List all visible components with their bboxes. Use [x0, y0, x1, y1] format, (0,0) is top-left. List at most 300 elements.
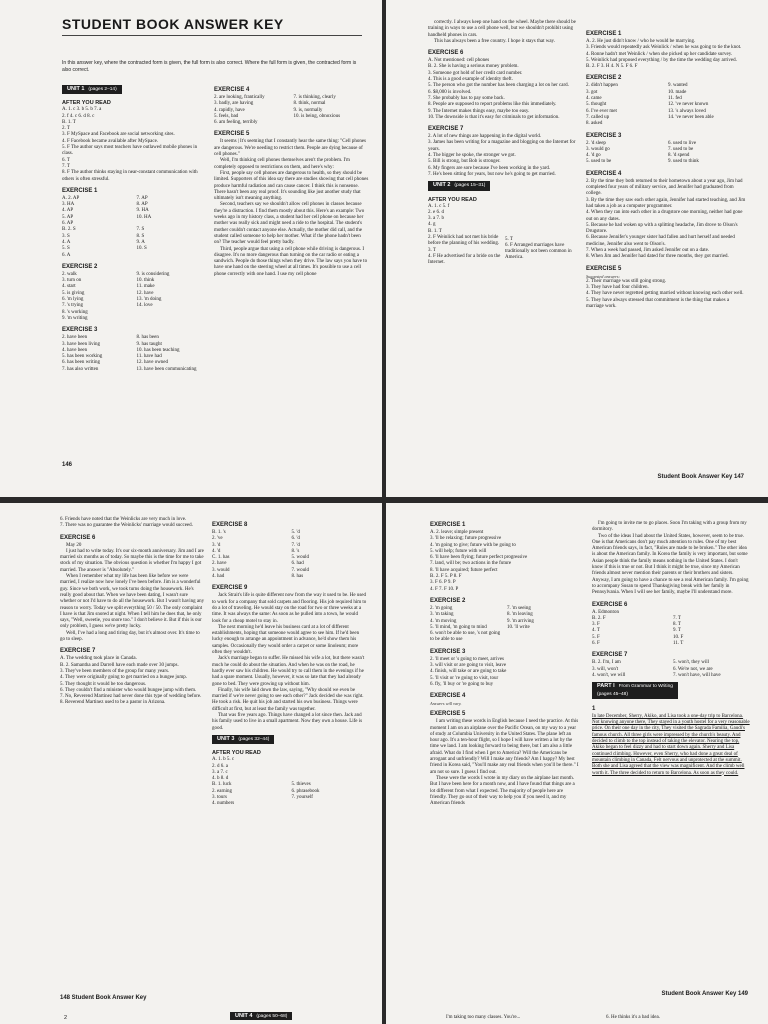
heading-exercise-1: EXERCISE 1 — [62, 187, 98, 194]
column-right — [214, 82, 369, 278]
paragraph: Jack Strait's life is quite different now from the way it used to be. He used to work for a company that sold carpets and flooring. His job required him to do a lot of traveling. He would stay on the road for two or three weeks at a time. It was always the same: As soon as he pulled into a town, he would look for a cheap motel to stay in. — [212, 593, 367, 624]
answer-line: A. 1. c 5. f — [428, 203, 450, 209]
paragraph: I am writing these words in English because I need the practice. At this moment I am on an airplane over the Pacific Ocean, on my way to a year of study at Columbia University in the United States. The plane left an hour ago. It's a ten-hour flight, so I hope I will have written a lot by the time we land. I am looking forward to being there, but I am also a little afraid. What do I find when I get to America? Will the Americans be arrogant and unfriendly? Will I make any friends? Am I happy? My best friend in Korea said, "You'll make any real friends when you'll be there." I am not so sure. I guess I find out. — [430, 719, 579, 775]
answer-line: 9. has taught — [136, 341, 162, 347]
answer-line: 5. They have always stressed that commitment is the thing that makes a marriage work. — [586, 297, 730, 309]
paragraph: May 20 — [66, 542, 82, 548]
answer-line: 11. have had — [136, 354, 162, 360]
answer-line: 2. have — [212, 561, 227, 567]
answer-line: 4. numbers — [212, 801, 235, 807]
intro-note: In this answer key, where the contracted form is given, the full form is also correct. Where the full form is given, the contracted form is also correct. — [62, 60, 357, 73]
after-you-read-answers — [212, 757, 367, 807]
answer-line: C. 1. has — [212, 555, 230, 561]
exercise-2-answers — [62, 272, 207, 322]
paragraph: I just had to write today. It's our six-month anniversary. Jim and I are married six months as of today. So maybe this is the time for me to take stock of my situation. The obvious question is whether I'm happy I got married. The answer is "Absolutely." — [60, 548, 204, 573]
answer-line: 6. F — [592, 641, 600, 647]
answer-line: A. 1. b 5. c — [212, 757, 235, 763]
answer-line: 6. AP — [62, 221, 74, 227]
exercise-5-continued — [60, 517, 205, 530]
answer-line: 8. 'd spend — [668, 153, 690, 159]
answer-line: 5. thought — [586, 102, 607, 108]
exercise-8-answers — [212, 530, 367, 580]
exercise-3-answers — [62, 335, 207, 373]
heading-exercise-6: EXERCISE 6 — [592, 601, 628, 608]
answer-line: 8. asked — [586, 121, 603, 127]
answer-line: 10. think — [136, 278, 155, 284]
answer-line: 8. People are supposed to report problems like this immediately. — [428, 102, 557, 108]
answer-line: 7. 'm seeing — [507, 605, 531, 611]
answer-line: 8. T — [673, 622, 681, 628]
column-right — [592, 521, 750, 777]
answer-line: 4. T — [592, 628, 600, 634]
answer-line: A. 2. leave; simple present — [430, 530, 484, 535]
paragraph: Jack's marriage began to suffer. He missed his wife a lot, but there wasn't much he could do about the situation. And when he was on the road, he hardly ever saw his children. He would try to call them in the evenings if he had a spare moment. Usually, however, it was so late that they had already gone to bed. They were growing up without him. — [212, 656, 365, 687]
paragraph: I'm going to invite me to go places. Soon I'm taking with a group from my dormitory. — [592, 521, 747, 533]
answer-line: 2. 'd sleep — [586, 140, 606, 146]
answer-line: 2. earning — [212, 788, 232, 794]
answer-line: 6. A — [62, 252, 71, 258]
page-number: 148 Student Book Answer Key — [60, 995, 147, 1001]
page-next-left — [0, 1012, 382, 1024]
answer-line: 5. is giving — [62, 290, 85, 296]
answer-line: 4. When they ran into each other in a drugstore one morning, neither had gone out on any dates. — [586, 210, 743, 222]
heading-exercise-3: EXERCISE 3 — [586, 132, 622, 139]
answer-line: 3. F — [592, 622, 600, 628]
answer-line: 6. used to live — [668, 140, 697, 146]
answer-line: 10. made — [668, 89, 687, 95]
heading-exercise-2: EXERCISE 2 — [62, 263, 98, 270]
paragraph: Well, I'm thinking cell phones themselves aren't the problem. I'm completely opposed to restrictions on them, and here's why: — [214, 158, 350, 170]
answer-line: 8. 's working — [62, 309, 88, 315]
answer-line: A. 2. AP — [62, 195, 80, 201]
answer-line: 3. turn on — [62, 278, 82, 284]
exercise-7-answers — [592, 660, 750, 679]
answer-line: 11. T — [673, 641, 684, 647]
unit-4-banner: UNIT 4 (pages 50–68) — [230, 1012, 292, 1020]
answer-line: 9. The Internet makes things easy, maybe too easy. — [428, 108, 530, 114]
answer-line: 7. T — [62, 163, 70, 169]
answer-line: 6. They couldn't find a minister who would bungee jump with them. — [60, 687, 197, 693]
answer-line: 6. am feeling, terribly — [214, 120, 258, 126]
exercise-9-text — [212, 593, 367, 732]
answer-line — [137, 316, 208, 322]
answer-line: 4. 'm moving — [430, 618, 457, 624]
answer-line: 4. They were originally going to get married on a bungee jump. — [60, 675, 187, 681]
answer-line: 6. has been writing — [62, 360, 101, 366]
answer-line: 9. is considering — [136, 271, 170, 277]
answer-line: 14. 've never been able — [668, 114, 714, 120]
answer-line: 3. 'd — [212, 542, 221, 548]
answer-line: 8. 'll have acquired; future perfect — [430, 567, 498, 573]
answer-line: 7. used to be — [668, 146, 694, 152]
answer-line: 3. Someone got hold of her credit card number. — [428, 70, 523, 76]
answer-line: 2. d 6. a — [212, 763, 228, 769]
heading-exercise-6: EXERCISE 6 — [428, 50, 464, 57]
answer-line: 9. T — [673, 628, 681, 634]
answers-vary-note: Answers will vary. — [430, 701, 462, 707]
answer-line: 2. didn't happen — [586, 83, 618, 89]
title-rule — [62, 35, 362, 36]
answer-line: 3. would — [212, 567, 230, 573]
answer-line: 13. 's always loved — [668, 108, 706, 114]
part-item-number: 1 — [592, 705, 596, 712]
heading-exercise-3: EXERCISE 3 — [62, 327, 98, 334]
heading-exercise-7: EXERCISE 7 — [60, 648, 96, 655]
answer-line: 8. 'm leaving — [507, 612, 533, 618]
answer-line: 7. S — [136, 227, 145, 233]
answer-line: 4. rapidly, have — [214, 107, 245, 113]
answer-line: 3. F 6. P 9. P — [430, 580, 456, 586]
answer-line: 2. are looking, frantically — [214, 95, 265, 100]
answer-line: 14. love — [136, 303, 153, 309]
answer-line: 4. The bigger he spoke, the stronger we got. — [428, 153, 516, 159]
answer-line: 12. have — [136, 290, 154, 296]
next-page-answer: 6. He thinks it's a bad idea. — [606, 1015, 660, 1020]
answer-line: 8. F The author thinks staying in near-constant communication with others is often stressful. — [62, 170, 198, 182]
page-number: 146 — [62, 462, 73, 468]
exercise-3-answers — [430, 657, 580, 688]
answer-line: 9. HA — [136, 208, 149, 214]
answer-line: 2. 've — [212, 536, 223, 542]
heading-exercise-5: EXERCISE 5 — [586, 265, 622, 272]
answer-line: 3. a 7. b — [428, 216, 444, 222]
answer-line: 7. AP — [136, 195, 148, 201]
answer-line: 4. They have never regretted getting married without knowing each other well. — [586, 291, 744, 297]
answer-line: A. 1. c 3. b 5. b 7. a — [62, 107, 102, 113]
heading-after-you-read: AFTER YOU READ — [428, 196, 477, 203]
answer-line: 4. finish, will take or are going to take — [430, 669, 507, 675]
heading-after-you-read: AFTER YOU READ — [62, 100, 111, 107]
answer-line: 2. f 4. c 6. d 8. c — [62, 113, 95, 119]
answer-line — [292, 801, 368, 807]
answer-line: 2. Their marriage was still going strong. — [586, 278, 667, 284]
heading-exercise-8: EXERCISE 8 — [212, 522, 248, 528]
answer-line: 5. They thought it would be too dangerous. — [60, 681, 147, 687]
answer-line: B. 2. F — [592, 615, 606, 621]
unit-2-banner: UNIT 2 (pages 15–31) — [428, 181, 490, 190]
exercise-1-answers — [586, 39, 746, 70]
column-left — [60, 517, 205, 707]
answer-line: A. Not mentioned: cell phones — [428, 58, 490, 64]
exercise-5-text — [214, 139, 369, 278]
answer-line: 2. e 6. d — [428, 209, 444, 215]
answer-line: 2. F Weinlick had not met his bride before the planning of his wedding. — [428, 235, 500, 247]
answer-line: 10. is being, obnoxious — [293, 113, 341, 119]
answer-line: 10. The downside is that it's easy for criminals to get information. — [428, 114, 560, 120]
heading-exercise-1: EXERCISE 1 — [430, 522, 466, 528]
answer-line: B. 2. She is having a serious money problem. — [428, 64, 519, 70]
answer-line: 3. T — [428, 247, 436, 253]
answer-line: 2. 'm going — [430, 605, 453, 611]
paragraph: That was five years ago. Things have changed a lot since then. Jack and his family used to live in a small apartment. Now they own a house. Life is good. — [212, 713, 363, 731]
answer-line: B. 1. luck — [212, 782, 232, 788]
answer-line: 8. Reverend Martinez used to be a pastor in Arizona. — [60, 700, 166, 706]
answer-line: 4. AP — [62, 208, 74, 214]
answer-line: 3. 'll be relaxing; future progressive — [430, 536, 502, 542]
exercise-7-answers — [428, 134, 578, 178]
answer-line: 5. will help; future with will — [430, 548, 487, 554]
answer-line: 3. Friends would repeatedly ask Weinlick / when he was going to tie the knot. — [586, 45, 742, 51]
paragraph: Second, teachers say we shouldn't allow cell phones in classes because they're a distraction. I find them mostly about this. Here's an example: Two weeks ago in my history class, a student had her cell phone on because her mother was really sick and might need a ride to the hospital. The student's mother couldn't contact anyone else. Actually, the mother did call, and the student called someone to help her mother. What if the phone hadn't been on? The teacher would feel pretty badly. — [214, 202, 365, 246]
answer-line — [507, 631, 580, 637]
answer-line: 7. 's trying — [62, 303, 84, 309]
answer-line: 6. My fingers are sore because I've been working in the yard. — [428, 165, 551, 171]
answer-line: 7. She probably has to pay some back. — [428, 95, 505, 101]
answer-line: 8. has — [291, 574, 304, 580]
paragraph: Two of the ideas I had about the United States, however, seem to be true. One is that Americans don't pay much attention to rules. One of my best American friends says, in fact, "Rules are made to be broken." The other idea is about the American family. In Korea the family is very important, but some Asian people think the family means nothing in the United States. I don't know if this is true or not. But I think it might be true, since my American friends almost never mention their parents or their brothers and sisters. Anyway, I am going to have a chance to see a real American family. I'm going to accompany Susan to spend Thanksgiving break with her family in Pennsylvania. When I will see her family, maybe I'll understand more. — [592, 533, 749, 596]
answer-line: 4. came — [586, 96, 602, 102]
answer-line: 9. is, normally — [293, 107, 323, 113]
answer-line: 6. had — [291, 561, 304, 567]
answer-line: 7. He's been sitting for years, but now he's going to get married. — [428, 171, 556, 177]
answer-line: 7. No, Reverend Martinez had never done this type of wedding before. — [60, 694, 202, 700]
answer-line: 7. won't have, will have — [673, 672, 721, 678]
answer-line: 3. would go — [586, 146, 610, 152]
answer-line: B. 2. Samantha and Darrell have each made over 30 jumps. — [60, 662, 179, 668]
answer-line: 12. have owned — [136, 360, 169, 366]
answer-line: 8. AP — [136, 202, 148, 208]
page-146 — [0, 0, 382, 497]
answer-line: 7. would — [291, 567, 309, 573]
heading-exercise-3: EXERCISE 3 — [430, 648, 466, 655]
answer-line: B. 1. 's — [212, 530, 226, 535]
answer-line: 13. 'm doing — [136, 297, 162, 303]
answer-line: 4. have been — [62, 347, 88, 353]
answer-line: 5. has been working — [62, 354, 103, 360]
answer-line: 4. won't, we will — [592, 672, 626, 678]
answer-line: 5. Because he had woken up with a splitting headache, Jim drove to Olson's Drugstore. — [586, 222, 738, 235]
answer-line: 12. 've never known — [668, 102, 709, 108]
answer-line: 5. 'll mind, 'm going to mind — [430, 624, 487, 630]
heading-exercise-5: EXERCISE 5 — [214, 131, 250, 138]
answer-line: 7. has also written — [62, 366, 99, 372]
heading-exercise-2: EXERCISE 2 — [586, 75, 622, 82]
answer-line: 6. fly, 'll buy or 're going to buy — [430, 681, 494, 687]
heading-after-you-read: AFTER YOU READ — [212, 750, 261, 757]
answer-line: 6. F Arranged marriages have traditionally not been common in America. — [505, 242, 572, 261]
column-left — [430, 517, 580, 807]
paragraph: correctly. I always keep one hand on the wheel. Maybe there should be training in ways to use a cell phone well, but we shouldn't prohibit using handheld phones in cars. — [428, 20, 576, 38]
page-next-right — [386, 1012, 768, 1024]
heading-exercise-6: EXERCISE 6 — [60, 534, 96, 541]
exercise-5-text — [430, 719, 580, 807]
answer-line: A. Edmonton — [592, 609, 619, 615]
answer-line: A. 2. He just didn't know / who he would be marrying. — [586, 39, 696, 44]
answer-line: 5. Weinlick had proposed everything / by the time the wedding day arrived. — [586, 57, 737, 63]
answer-line: 8. think, normal — [293, 101, 326, 107]
answer-line: 6. Because Jennifer's younger sister had fallen and hurt herself and needed medicine, Jennifer also went to Olson's. — [586, 235, 735, 247]
answer-line: 6. Friends have noted that the Weinlicks are very much in love. — [60, 517, 187, 522]
heading-exercise-2: EXERCISE 2 — [430, 597, 466, 604]
answer-line: 9. wanted — [668, 83, 688, 89]
answer-line: 3. They've been members of the group for many years. — [60, 668, 170, 674]
answer-line: 5. used to be — [586, 159, 612, 165]
answer-line: 6. phrasebook — [291, 788, 320, 794]
exercise-4-answers — [214, 95, 369, 126]
answer-line: 3. F MySpace and Facebook are social networking sites. — [62, 132, 175, 138]
page-number-next: 2 — [64, 1015, 68, 1021]
answer-line: 6. T — [62, 157, 70, 163]
answer-line: 4. F He advertised for a bride on the Internet. — [428, 253, 501, 266]
answer-line: 6. I've ever met — [586, 108, 617, 114]
answer-line — [137, 253, 208, 259]
answer-line: 5. feels, bad — [214, 113, 239, 119]
answer-line: 4. A — [62, 239, 71, 245]
answer-line: 3. will, won't — [592, 666, 619, 672]
answer-line: 4. g — [428, 222, 436, 228]
answer-line: 4. start — [62, 284, 76, 290]
answer-line: 11. make — [136, 284, 155, 290]
answer-line: 9. A — [136, 239, 145, 245]
page-title: STUDENT BOOK ANSWER KEY — [62, 16, 284, 32]
answer-line: 2. walk — [62, 271, 77, 277]
answer-line: 3. badly, are having — [214, 101, 254, 107]
answer-line: 5. S — [62, 246, 70, 252]
answer-line: 6. won't be able to use, 's not going to be able to use — [430, 631, 501, 643]
exercise-2-answers — [430, 606, 580, 644]
answer-line: 4. F 7. F 10. P — [430, 586, 459, 592]
answer-line: 10. F — [673, 634, 684, 640]
answer-line: 5. T — [505, 236, 513, 242]
answer-line: 3. tours — [212, 794, 227, 800]
answer-line: 6. We're not, we are — [673, 666, 713, 672]
answer-line: 9. 'm arriving — [507, 618, 534, 624]
part-1-text: In late December, Sherry, Akiko, and Lisa took a one-day trip to Barcelona. Not knowing anyone there, They stayed in a youth hostel for a very reasonable price. On their one day in the city, They visited the Sagrada Familia, Gaudi's famous church. All three girls were impressed by the church's beauty. And decided to climb to the top instead of taking the elevator. Nearing the top, Akiko began to feel dizzy and had to start down again. Sherry and Lisa continued climbing. However, even Sherry, who had done a great deal of mountain climbing in Canada, Felt nervous and unprotected at the summit. Both she and Lisa agreed that the view was magnificent. And the climb well worth it. The three decided to return to Barcelona. As soon as they could. — [592, 713, 750, 776]
answer-line: 3. S — [62, 233, 70, 239]
answer-line: 11. fed — [668, 96, 682, 102]
page-number: Student Book Answer Key 147 — [657, 474, 744, 480]
exercise-6-text — [60, 543, 205, 644]
answer-line: 9. used to think — [668, 159, 699, 165]
exercise-6-answers — [428, 58, 578, 121]
answer-line: B. 2. F 5. P 8. F — [430, 574, 462, 580]
answer-line: 3. a 7. c — [212, 769, 228, 775]
exercise-7-answers — [60, 656, 205, 706]
answer-line: 7. is thinking, clearly — [293, 95, 336, 100]
answer-line: 2. A lot of new things are happening in the digital world. — [428, 134, 542, 140]
answer-line: 4. b 8. d — [212, 776, 229, 782]
answer-line: B. 2. F 3. H 4. N 5. F 6. F — [586, 64, 638, 70]
answer-line: 3. By the time they saw each other again, Jennifer had started teaching, and Jim had taken a job as a computer programmer. — [586, 197, 746, 209]
answer-line: 7. 'd — [291, 542, 300, 548]
exercise-3-answers — [586, 141, 746, 166]
answer-line: 10. 'll write — [507, 624, 530, 630]
answer-line: 5. 'd — [291, 530, 300, 535]
answer-line: B. 1. T — [62, 119, 76, 125]
exercise-6-answers — [592, 610, 750, 648]
answer-line: 10. has been teaching — [136, 347, 180, 353]
answer-line: B. 2. I'm, I am — [592, 660, 621, 666]
paragraph: First, people say cell phones are dangerous to health, so they should be limited. Supporters of this idea say there are studies showing that cell phones produce harmful radiation and can cause cancer. I think this is nonsense. There hasn't been any real proof. It's sounding like just another study that ultimately isn't meaning anything. — [214, 170, 369, 202]
column-left — [62, 82, 207, 373]
answer-line: 8. has been — [136, 335, 159, 341]
heading-exercise-7: EXERCISE 7 — [592, 652, 628, 659]
exercise-4-answers — [586, 179, 746, 261]
page-148 — [0, 503, 382, 1024]
unit-3-banner: UNIT 3 (pages 32–44) — [212, 735, 274, 744]
answer-line: 4. had — [212, 574, 225, 580]
answer-line: 5. F — [592, 634, 600, 640]
answer-line: 7. yourself — [291, 794, 313, 800]
answer-line: 2. have been — [62, 335, 88, 341]
answer-line: 5. would — [291, 555, 309, 561]
answer-line: 5. 'll visit or 're going to visit, tour — [430, 675, 499, 681]
paragraph: Third, people argue that using a cell phone while driving is dangerous. I disagree. It's no more dangerous than turning on the car radio or eating a sandwich. People do those things when they drive. The law says you have to have one hand on the steering wheel at all times. It's possible to use a cell phone correctly with one hand. I use my cell phone — [214, 246, 368, 277]
heading-exercise-5: EXERCISE 5 — [430, 711, 466, 718]
answer-line: 10. HA — [136, 214, 152, 220]
paragraph: These were the words I wrote in my diary on the airplane last month. But I have been here for a month now, and I have found that things are a lot different from what I expected. The majority of people here are friendly. They go out of their way to help you if you need it, and my American friends — [430, 775, 575, 807]
part-1-banner: PART I From Grammar to Writing (pages 45–48) — [592, 682, 678, 699]
answer-line: A. The wedding took place in Canada. — [60, 656, 137, 662]
column-left — [428, 20, 578, 267]
answer-line: 8. When Jim and Jennifer had dated for three months, they got married. — [586, 254, 729, 260]
answer-line: 4. 'd go — [586, 153, 601, 159]
answer-line: 3. HA — [62, 202, 75, 208]
heading-exercise-1: EXERCISE 1 — [586, 31, 622, 37]
answer-line: 5. won't, they will — [673, 660, 710, 666]
answer-line: 2. T — [62, 126, 70, 132]
answer-line: 5. F The author says most teachers have outlawed mobile phones in class. — [62, 145, 198, 157]
answer-line: 5. The person who got the number has been charging a lot on her card. — [428, 83, 569, 89]
answer-line: 5. AP — [62, 214, 74, 220]
answer-line — [294, 120, 370, 126]
answer-line: 2. 'll meet or 's going to meet, arrives — [430, 656, 505, 662]
answer-line: B. 2. S — [62, 227, 76, 233]
page-149 — [386, 503, 768, 1024]
page-147 — [386, 0, 768, 497]
column-right — [586, 26, 746, 310]
after-you-read-answers — [62, 107, 207, 183]
unit-1-banner: UNIT 1 (pages 2–14) — [62, 85, 122, 94]
paragraph: When I remember what my life has been like before we were married, I realize now how lonely I've been before. Jim is a wonderful guy. Since we both work, we took turns doing the housework. He's really good about that. When we have been dating, I wasn't sure whether or not I'd have to do all the housework. But I wasn't having any reason to worry. Today we split everything 50 / 50. The only complaint I have is that Jim snored at night. When I tell him he does that, he only says, "Well, sweetie, you snore too." I don't believe it. But if this is our only problem, I guess we're pretty lucky. — [60, 574, 205, 630]
paragraph: It seems | It's seeming that I constantly hear the same thing: "Cell phones are dangerous. We're needing to restrict them. People are dying because of cell phones." — [214, 139, 366, 158]
answer-line: 10. S — [136, 246, 147, 252]
exercise-5-answers — [586, 279, 746, 310]
answer-line: 7. called up — [586, 114, 610, 120]
answer-line: 3. got — [586, 89, 598, 95]
heading-exercise-4: EXERCISE 4 — [586, 170, 622, 177]
answer-line: 5. Bill is strong, but Bob is stronger. — [428, 159, 501, 165]
paragraph: Finally, his wife laid down the law, saying, "Why should we even be married if we're never going to see each other?" Jack decided she was right. He took a risk. He quit his job and started his own business. Things were difficult at first, but at least the family was together. — [212, 687, 364, 712]
suggested-answers-note: Suggested answers: — [586, 273, 621, 279]
answer-line: 4. 'd — [212, 548, 221, 554]
paragraph: This has always been a free country. I hope it stays that way. — [434, 38, 555, 44]
exercise-1-answers — [62, 196, 207, 259]
answer-line — [668, 121, 746, 127]
answer-line: 2. By the time they both returned to their hometown about a year ago, Jim had completed four years of military service, and Jennifer had graduated from college. — [586, 178, 743, 197]
next-page-text: I'm taking too many classes. You're... — [446, 1015, 521, 1020]
heading-exercise-4: EXERCISE 4 — [430, 693, 466, 700]
answer-line: 3. James has been writing for a magazine and blogging on the Internet for years. — [428, 140, 576, 152]
answer-line: B. 1. T — [428, 228, 442, 234]
answer-line: 3. They have had four children. — [586, 284, 649, 290]
answer-line: 4. 'm going to give; future with be going to — [430, 542, 516, 548]
answer-line: 3. 'm taking — [430, 612, 454, 618]
exercise-1-answers — [430, 530, 580, 593]
answer-line: 3. will visit or are going to visit, leave — [430, 663, 507, 669]
exercise-2-answers — [586, 83, 746, 127]
exercise-5-continued — [428, 20, 578, 45]
answer-line: 4. This is a good example of identity theft. — [428, 77, 513, 83]
answer-line: 6. 'd — [291, 536, 300, 542]
paragraph: The next morning he'd leave his business card at a lot of different establishments, hoping that someone would agree to see him. If he'd been lucky enough to arrange an appointment in advance, he'd show them his samples. Occasionally they would order a carpet or some linoleum; more often they wouldn't. — [212, 624, 360, 656]
answer-line: 5. thieves — [291, 782, 311, 788]
answer-line: 6. $8,000 is involved. — [428, 89, 472, 95]
answer-line: 4. Ronne hadn't met Weinlick / when she picked up her candidate survey. — [586, 51, 733, 57]
answer-line: 6. 'm lying — [62, 297, 84, 303]
column-right — [212, 517, 367, 808]
heading-exercise-4: EXERCISE 4 — [214, 87, 250, 93]
